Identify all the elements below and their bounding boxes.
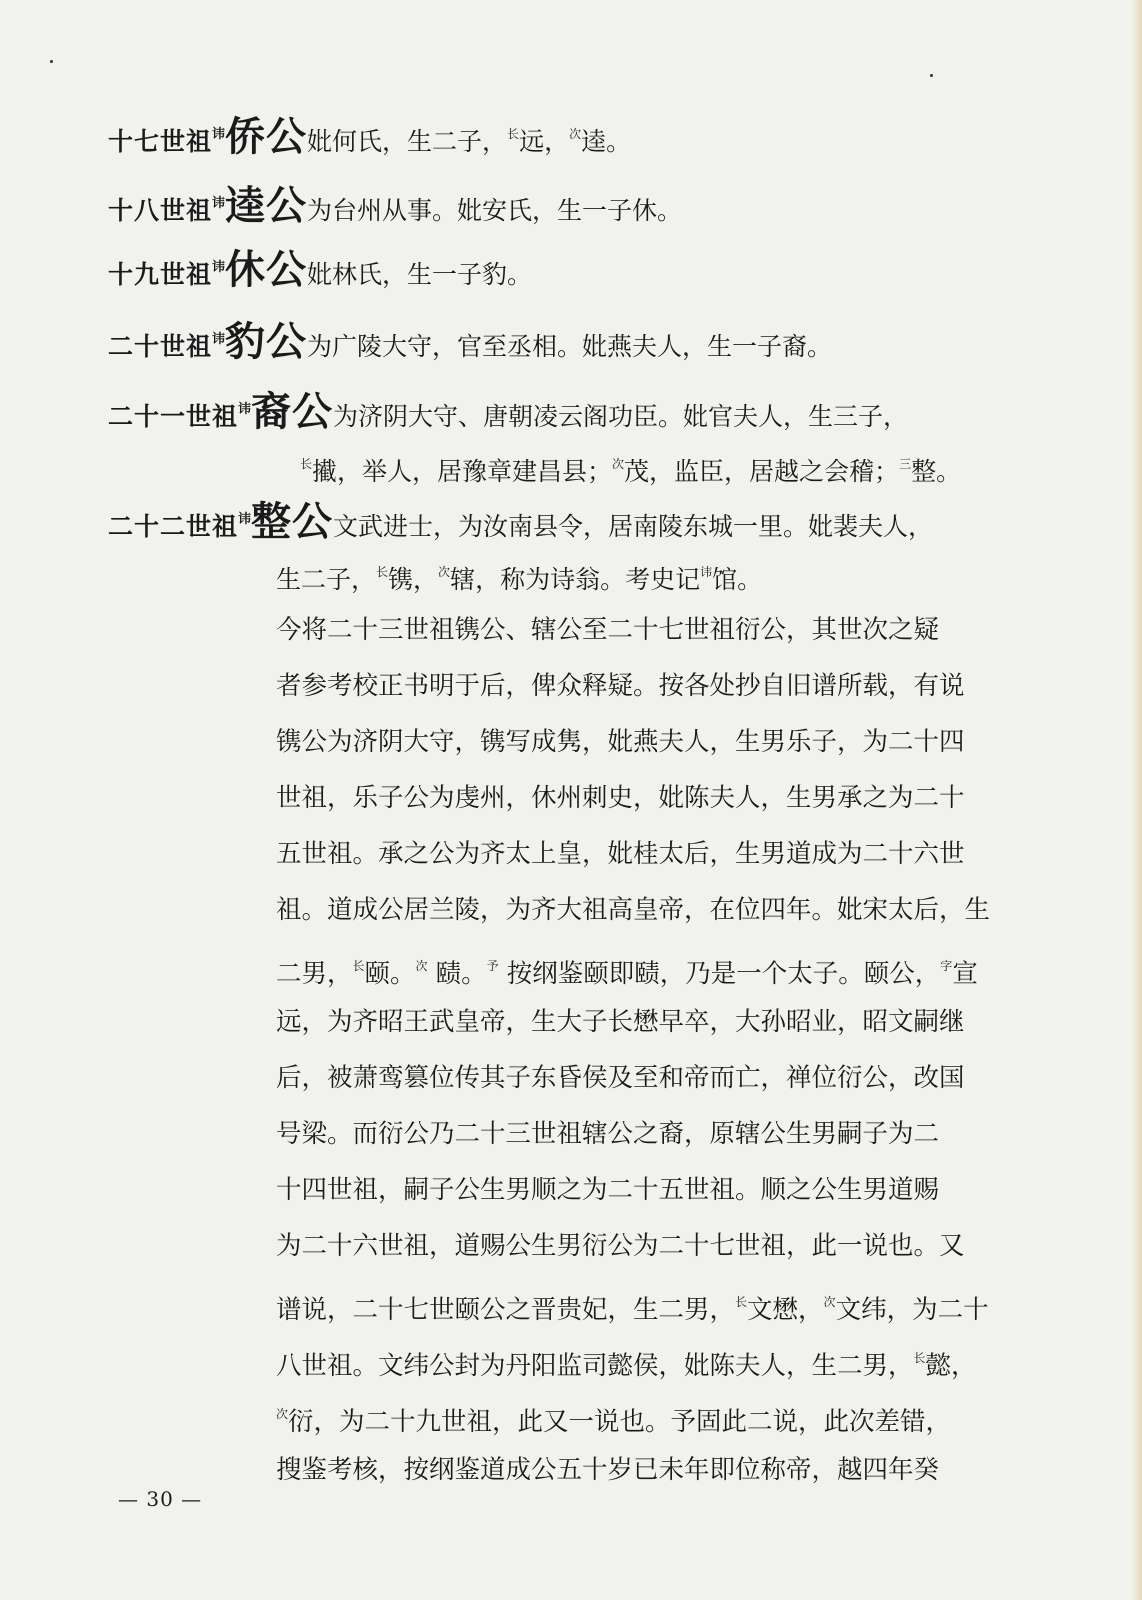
superscript-annotation: 讳 bbox=[700, 565, 713, 579]
genealogy-entry-21 bbox=[108, 390, 908, 437]
superscript-annotation: 长 bbox=[300, 457, 313, 471]
text-run: 镌公为济阴大守，镌写成隽，妣燕夫人，生男乐子，为二十四 bbox=[276, 727, 965, 757]
ancestor-description bbox=[333, 402, 908, 431]
text-run: 文懋， bbox=[747, 1295, 824, 1325]
paragraph-line bbox=[276, 1006, 1060, 1038]
text-run: 五世祖。承之公为齐太上皇，妣桂太后，生男道成为二十六世 bbox=[276, 839, 965, 869]
text-run: 为济阴大守、唐朝凌云阁功臣。妣官夫人，生三子， bbox=[333, 402, 909, 431]
text-run: 按纲鉴颐即赜，乃是一个太子。颐公， bbox=[498, 959, 941, 989]
taboo-marker: 讳 bbox=[212, 196, 226, 211]
ancestor-description bbox=[307, 127, 631, 156]
superscript-annotation: 次 bbox=[415, 959, 428, 973]
paragraph-line bbox=[276, 838, 1060, 870]
taboo-marker: 讳 bbox=[212, 332, 226, 347]
taboo-marker: 讳 bbox=[212, 127, 226, 142]
paragraph-line bbox=[276, 1398, 1060, 1438]
text-run: 搜鉴考核，按纲鉴道成公五十岁已未年即位称帝，越四年癸 bbox=[276, 1455, 940, 1485]
superscript-annotation: 长 bbox=[735, 1295, 748, 1309]
paragraph-line bbox=[276, 1118, 1060, 1150]
text-run: 十四世祖，嗣子公生男顺之为二十五世祖。顺之公生男道赐 bbox=[276, 1175, 940, 1205]
ancestor-description bbox=[307, 332, 832, 361]
ancestor-name: 逵公 bbox=[225, 182, 308, 229]
paragraph-line bbox=[276, 614, 1060, 646]
superscript-annotation: 字 bbox=[940, 959, 953, 973]
text-run: 妣何氏，生二子， bbox=[307, 127, 508, 156]
superscript-annotation: 长 bbox=[507, 127, 520, 141]
entry-21-continuation bbox=[300, 448, 961, 488]
speck bbox=[930, 74, 933, 77]
entry-22-continuation bbox=[276, 556, 762, 596]
text-run: 辖，称为诗翁。考史记 bbox=[450, 565, 701, 594]
superscript-annotation: 次 bbox=[438, 565, 451, 579]
ancestor-description bbox=[307, 260, 532, 289]
ancestor-name: 裔公 bbox=[251, 388, 334, 435]
text-run: 谱说，二十七世颐公之晋贵妃，生二男， bbox=[276, 1295, 736, 1325]
text-run: 茂，监臣，居越之会稽； bbox=[624, 457, 900, 486]
superscript-annotation: 长 bbox=[913, 1351, 926, 1365]
genealogy-entry-18 bbox=[108, 184, 682, 231]
superscript-annotation: 予 bbox=[486, 959, 499, 973]
text-run: 镌， bbox=[388, 565, 439, 594]
paragraph-line bbox=[276, 1174, 1060, 1206]
text-run: 者参考校正书明于后，俾众释疑。按各处抄自旧谱所载，有说 bbox=[276, 671, 965, 701]
paragraph-line bbox=[276, 782, 1060, 814]
text-run: 远，为齐昭王武皇帝，生大子长懋早卒，大孙昭业，昭文嗣继 bbox=[276, 1007, 965, 1037]
generation-label: 二十一世祖 bbox=[108, 402, 239, 431]
text-run: 后，被萧鸾篡位传其子东昏侯及至和帝而亡，禅位衍公，改国 bbox=[276, 1063, 965, 1093]
text-run: 整。 bbox=[911, 457, 962, 486]
taboo-marker: 讳 bbox=[238, 402, 252, 417]
text-run: 远， bbox=[519, 127, 570, 156]
text-run: 二男， bbox=[276, 959, 353, 989]
speck bbox=[50, 60, 53, 63]
superscript-annotation: 长 bbox=[352, 959, 365, 973]
text-run: 文武进士，为汝南县令，居南陵东城一里。妣裴夫人， bbox=[333, 512, 934, 541]
text-run: 赜。 bbox=[427, 959, 487, 989]
text-run: 文纬，为二十 bbox=[835, 1295, 989, 1325]
generation-label: 十七世祖 bbox=[108, 127, 213, 156]
text-run: 祖。道成公居兰陵，为齐大祖高皇帝，在位四年。妣宋太后，生 bbox=[276, 895, 991, 925]
text-run: 生二子， bbox=[276, 565, 377, 594]
ancestor-name: 休公 bbox=[225, 246, 308, 293]
text-run: 今将二十三世祖镌公、辖公至二十七世祖衍公，其世次之疑 bbox=[276, 615, 940, 645]
text-run: 衍，为二十九世祖，此又一说也。予固此二说，此次差错， bbox=[288, 1407, 952, 1437]
text-run: 世祖，乐子公为虔州，休州刺史，妣陈夫人，生男承之为二十 bbox=[276, 783, 965, 813]
superscript-annotation: 次 bbox=[276, 1407, 289, 1421]
text-run: 八世祖。文纬公封为丹阳监司懿侯，妣陈夫人，生二男， bbox=[276, 1351, 914, 1381]
text-run: 为二十六世祖，道赐公生男衍公为二十七世祖，此一说也。又 bbox=[276, 1231, 965, 1261]
paragraph-line bbox=[276, 1342, 1060, 1382]
generation-label: 十八世祖 bbox=[108, 196, 213, 225]
paragraph-line bbox=[276, 726, 1060, 758]
superscript-annotation: 长 bbox=[376, 565, 389, 579]
text-run: 妣林氏，生一子豹。 bbox=[307, 260, 533, 289]
text-run: 逵。 bbox=[581, 127, 632, 156]
page-number: — 30 — bbox=[118, 1487, 203, 1511]
text-run: 颐。 bbox=[364, 959, 416, 989]
ancestor-name: 豹公 bbox=[225, 318, 308, 365]
superscript-annotation: 次 bbox=[823, 1295, 836, 1309]
paragraph-line bbox=[276, 1454, 1060, 1486]
text-run: 号梁。而衍公乃二十三世祖辖公之裔，原辖公生男嗣子为二 bbox=[276, 1119, 940, 1149]
superscript-annotation: 次 bbox=[569, 127, 582, 141]
text-run: 馆。 bbox=[712, 565, 763, 594]
paragraph-line bbox=[276, 1230, 1060, 1262]
generation-label: 十九世祖 bbox=[108, 260, 213, 289]
text-run: 为台州从事。妣安氏，生一子休。 bbox=[307, 196, 683, 225]
ancestor-name: 整公 bbox=[251, 498, 334, 545]
genealogy-entry-20 bbox=[108, 320, 832, 367]
text-run: 懿， bbox=[925, 1351, 977, 1381]
paragraph-line bbox=[276, 950, 1060, 990]
generation-label: 二十世祖 bbox=[108, 332, 213, 361]
genealogy-entry-17 bbox=[108, 114, 631, 162]
text-run: 为广陵大守，官至丞相。妣燕夫人，生一子裔。 bbox=[307, 332, 833, 361]
text-run: 擮，举人，居豫章建昌县； bbox=[312, 457, 613, 486]
genealogy-entry-19 bbox=[108, 248, 532, 295]
page-edge bbox=[1132, 0, 1142, 1600]
paragraph-line bbox=[276, 1286, 1060, 1326]
paragraph-line bbox=[276, 894, 1060, 926]
taboo-marker: 讳 bbox=[238, 512, 252, 527]
text-run: 宣 bbox=[952, 959, 978, 989]
taboo-marker: 讳 bbox=[212, 260, 226, 275]
generation-label: 二十二世祖 bbox=[108, 512, 239, 541]
superscript-annotation: 次 bbox=[612, 457, 625, 471]
ancestor-description bbox=[307, 196, 682, 225]
paragraph-line bbox=[276, 670, 1060, 702]
ancestor-name: 侨公 bbox=[225, 113, 308, 160]
genealogy-entry-22 bbox=[108, 500, 933, 547]
ancestor-description bbox=[333, 512, 933, 541]
superscript-annotation: 三 bbox=[899, 457, 912, 471]
paragraph-line bbox=[276, 1062, 1060, 1094]
